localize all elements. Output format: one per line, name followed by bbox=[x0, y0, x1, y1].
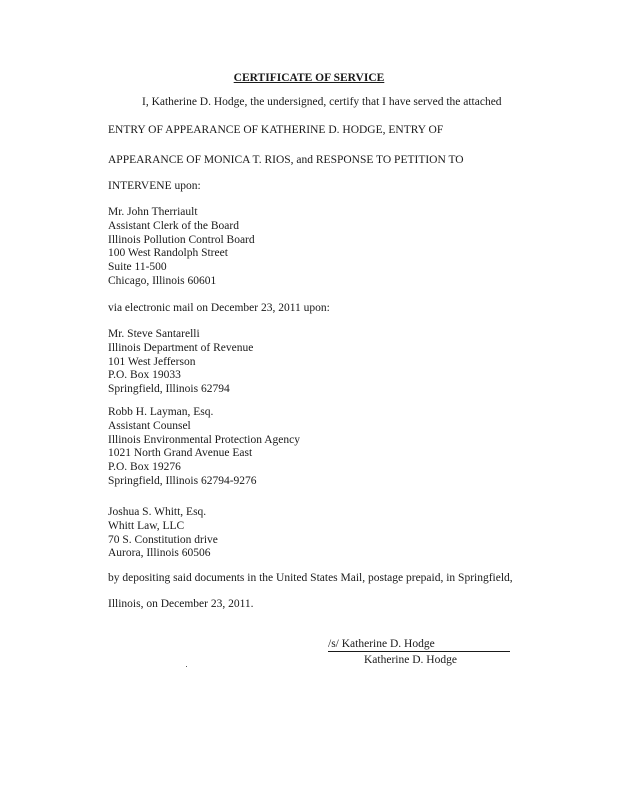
address-line: 70 S. Constitution drive bbox=[108, 533, 218, 546]
address-line: Mr. John Therriault bbox=[108, 206, 198, 218]
address-line: Assistant Clerk of the Board bbox=[108, 219, 239, 232]
address-line: Illinois Pollution Control Board bbox=[108, 233, 255, 246]
signer-name: Katherine D. Hodge bbox=[364, 654, 457, 666]
address-line: Springfield, Illinois 62794 bbox=[108, 383, 230, 396]
address-line: Mr. Steve Santarelli bbox=[108, 328, 200, 340]
address-line: Illinois Environmental Protection Agency bbox=[108, 433, 300, 446]
address-line: Whitt Law, LLC bbox=[108, 519, 185, 532]
address-line: 100 West Randolph Street bbox=[108, 247, 228, 260]
recipient-address-layman bbox=[108, 406, 300, 489]
address-line: Robb H. Layman, Esq. bbox=[108, 406, 214, 418]
electronic-signature: /s/ Katherine D. Hodge bbox=[328, 638, 510, 652]
recipient-address-whitt bbox=[108, 506, 218, 561]
intro-statement: I, Katherine D. Hodge, the undersigned, certify that I have served the attached bbox=[142, 96, 502, 108]
address-line: Aurora, Illinois 60506 bbox=[108, 547, 211, 560]
service-method-text: via electronic mail on December 23, 2011 upon: bbox=[108, 302, 330, 314]
deposit-statement-line-2: Illinois, on December 23, 2011. bbox=[108, 598, 254, 610]
served-documents-line-3: INTERVENE upon: bbox=[108, 180, 201, 192]
address-line: P.O. Box 19276 bbox=[108, 461, 181, 474]
address-line: Illinois Department of Revenue bbox=[108, 341, 254, 354]
address-line: Suite 11-500 bbox=[108, 261, 167, 274]
address-line: P.O. Box 19033 bbox=[108, 369, 181, 382]
deposit-statement-line-1: by depositing said documents in the United States Mail, postage prepaid, in Springfield, bbox=[108, 572, 513, 584]
document-title: CERTIFICATE OF SERVICE bbox=[233, 72, 385, 84]
address-line: 1021 North Grand Avenue East bbox=[108, 447, 253, 460]
address-line: Joshua S. Whitt, Esq. bbox=[108, 506, 207, 518]
served-documents-line-2: APPEARANCE OF MONICA T. RIOS, and RESPONSE TO PETITION TO bbox=[108, 154, 464, 166]
scan-speck bbox=[186, 666, 187, 667]
address-line: Assistant Counsel bbox=[108, 419, 191, 432]
address-line: 101 West Jefferson bbox=[108, 355, 196, 368]
address-line: Chicago, Illinois 60601 bbox=[108, 274, 217, 287]
served-documents-line-1: ENTRY OF APPEARANCE OF KATHERINE D. HODGE, ENTRY OF bbox=[108, 124, 444, 136]
recipient-address-therriault bbox=[108, 206, 255, 289]
address-line: Springfield, Illinois 62794-9276 bbox=[108, 474, 257, 487]
recipient-address-santarelli bbox=[108, 328, 253, 397]
